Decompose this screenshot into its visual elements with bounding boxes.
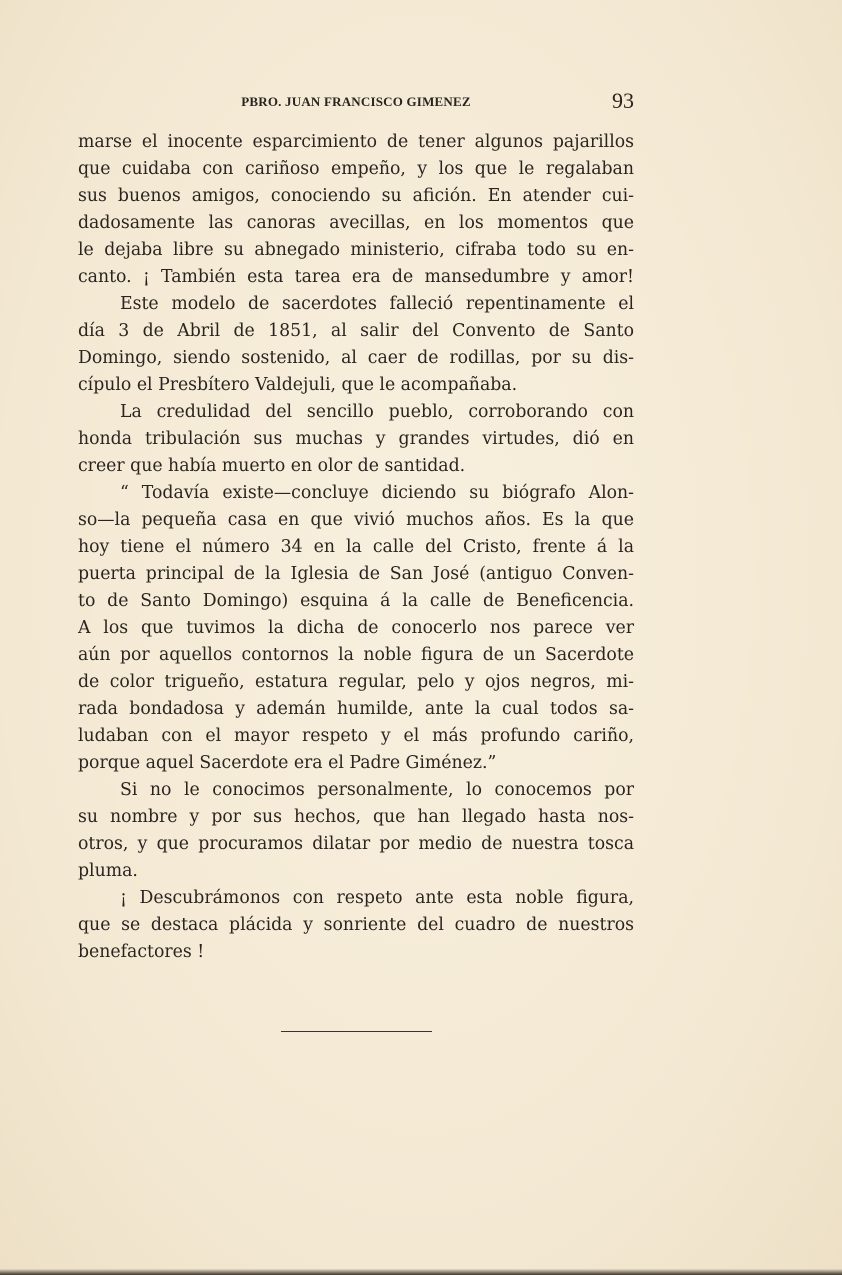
text-line: Si no le conocimos personalmente, lo conocemos por xyxy=(120,780,634,800)
text-line: hoy tiene el número 34 en la calle del Cristo, frente á la xyxy=(78,537,634,557)
paragraph-2 xyxy=(78,291,634,399)
text-line: que cuidaba con cariñoso empeño, y los que le regalaban xyxy=(78,159,634,179)
text-line: creer que había muerto en olor de santidad. xyxy=(78,456,466,476)
text-line: ¡ Descubrámonos con respeto ante esta noble figura, xyxy=(120,888,634,908)
page-bottom-edge xyxy=(0,1269,842,1275)
body-text xyxy=(78,129,634,966)
text-line: Domingo, siendo sostenido, al caer de rodillas, por su dis- xyxy=(78,348,634,368)
end-rule-divider xyxy=(281,1031,432,1032)
text-line: otros, y que procuramos dilatar por medio de nuestra tosca xyxy=(78,834,634,854)
text-line: La credulidad del sencillo pueblo, corroborando con xyxy=(120,402,634,422)
text-line: de color trigueño, estatura regular, pelo y ojos negros, mi- xyxy=(78,672,634,692)
text-line: to de Santo Domingo) esquina á la calle de Beneficencia. xyxy=(78,591,634,611)
text-line: so—la pequeña casa en que vivió muchos años. Es la que xyxy=(78,510,634,530)
text-line: benefactores ! xyxy=(78,942,205,962)
text-line: A los que tuvimos la dicha de conocerlo nos parece ver xyxy=(78,618,634,638)
paragraph-6 xyxy=(78,885,634,966)
text-line: puerta principal de la Iglesia de San José (antiguo Conven- xyxy=(78,564,634,584)
text-line: canto. ¡ También esta tarea era de mansedumbre y amor! xyxy=(78,267,634,287)
text-line: Este modelo de sacerdotes falleció repentinamente el xyxy=(120,294,634,314)
text-line: sus buenos amigos, conociendo su afición. En atender cui- xyxy=(78,186,634,206)
paragraph-3 xyxy=(78,399,634,480)
running-title: PBRO. JUAN FRANCISCO GIMENEZ xyxy=(241,94,471,109)
text-line: pluma. xyxy=(78,861,138,881)
text-line: día 3 de Abril de 1851, al salir del Convento de Santo xyxy=(78,321,634,341)
text-line: marse el inocente esparcimiento de tener algunos pajarillos xyxy=(78,132,634,152)
text-line: honda tribulación sus muchas y grandes virtudes, dió en xyxy=(78,429,634,449)
text-line: aún por aquellos contornos la noble figura de un Sacerdote xyxy=(78,645,634,665)
text-line: “ Todavía existe—concluye diciendo su biógrafo Alon- xyxy=(120,483,634,503)
running-head xyxy=(78,88,634,116)
paragraph-5 xyxy=(78,777,634,885)
text-line: dadosamente las canoras avecillas, en los momentos que xyxy=(78,213,634,233)
text-line: rada bondadosa y ademán humilde, ante la cual todos sa- xyxy=(78,699,634,719)
text-line: porque aquel Sacerdote era el Padre Giménez.” xyxy=(78,753,497,773)
paragraph-4-quote xyxy=(78,480,634,777)
text-line: que se destaca plácida y sonriente del cuadro de nuestros xyxy=(78,915,634,935)
paragraph-1 xyxy=(78,129,634,291)
text-line: ludaban con el mayor respeto y el más profundo cariño, xyxy=(78,726,634,746)
text-line: su nombre y por sus hechos, que han llegado hasta nos- xyxy=(78,807,634,827)
text-line: le dejaba libre su abnegado ministerio, cifraba todo su en- xyxy=(78,240,634,260)
text-line: cípulo el Presbítero Valdejuli, que le acompañaba. xyxy=(78,375,518,395)
page-number: 93 xyxy=(612,88,634,113)
